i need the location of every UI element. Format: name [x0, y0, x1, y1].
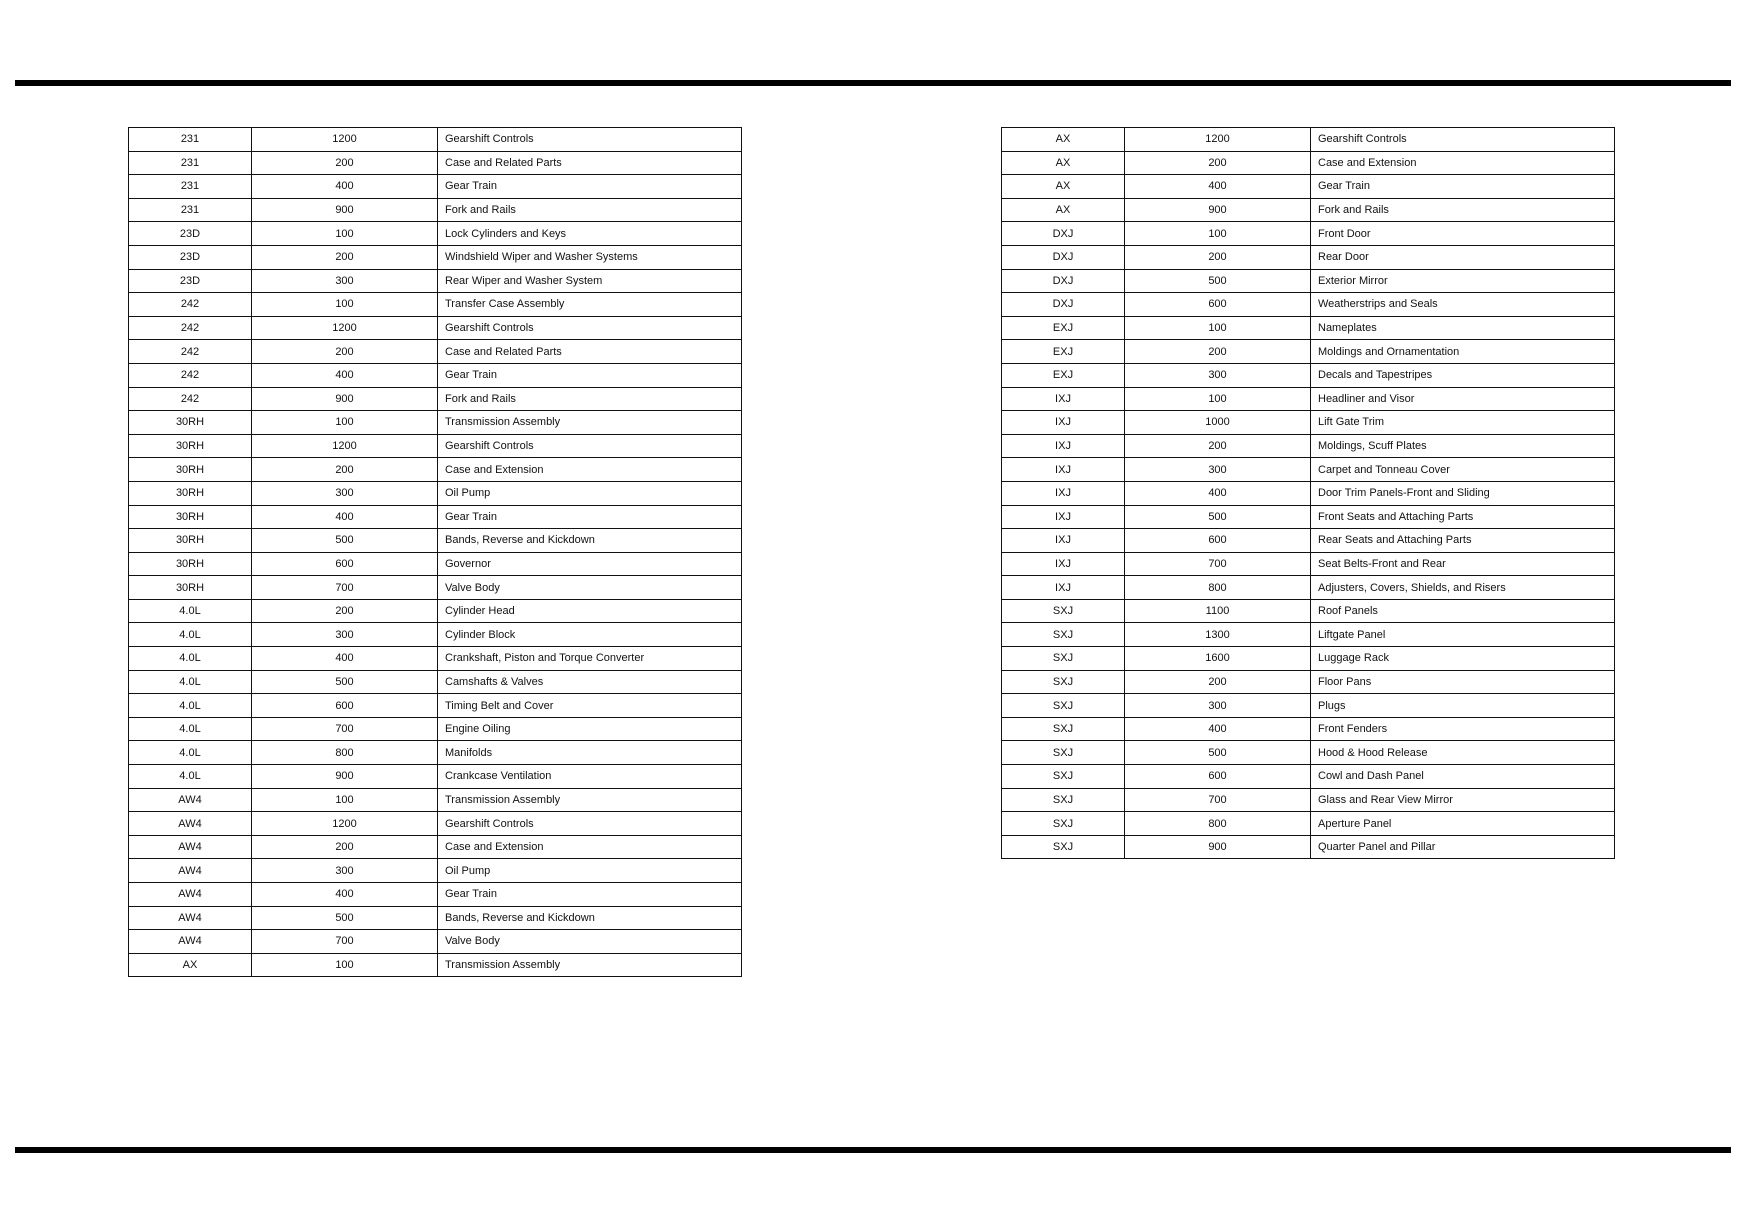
section-number: 600 [252, 694, 438, 718]
section-title: Engine Oiling [438, 717, 742, 741]
section-title: Gear Train [438, 363, 742, 387]
section-number: 400 [252, 883, 438, 907]
group-code: 23D [129, 245, 252, 269]
group-code: IXJ [1002, 387, 1125, 411]
table-row [1002, 293, 1615, 317]
group-code: 4.0L [129, 717, 252, 741]
section-number: 1200 [252, 128, 438, 152]
table-row [1002, 222, 1615, 246]
table-row [129, 930, 742, 954]
table-row [1002, 363, 1615, 387]
table-row [1002, 269, 1615, 293]
table-row [1002, 670, 1615, 694]
table-row [1002, 529, 1615, 553]
group-code: EXJ [1002, 340, 1125, 364]
section-number: 500 [1125, 269, 1311, 293]
group-code: 231 [129, 151, 252, 175]
group-code: IXJ [1002, 576, 1125, 600]
section-number: 100 [1125, 316, 1311, 340]
table-row [129, 883, 742, 907]
table-row [129, 717, 742, 741]
section-title: Aperture Panel [1311, 812, 1615, 836]
section-title: Fork and Rails [438, 387, 742, 411]
group-code: 23D [129, 269, 252, 293]
section-number: 100 [252, 222, 438, 246]
left-index-table [128, 127, 742, 977]
table-row [129, 245, 742, 269]
section-number: 900 [1125, 198, 1311, 222]
section-number: 200 [1125, 670, 1311, 694]
section-number: 500 [1125, 505, 1311, 529]
group-code: 4.0L [129, 599, 252, 623]
table-row [129, 906, 742, 930]
group-code: SXJ [1002, 694, 1125, 718]
group-code: SXJ [1002, 623, 1125, 647]
table-row [1002, 812, 1615, 836]
section-number: 300 [1125, 363, 1311, 387]
table-row [129, 599, 742, 623]
section-number: 300 [252, 269, 438, 293]
section-number: 700 [252, 930, 438, 954]
section-title: Gearshift Controls [1311, 128, 1615, 152]
section-title: Cylinder Block [438, 623, 742, 647]
table-row [1002, 411, 1615, 435]
group-code: 231 [129, 128, 252, 152]
section-title: Floor Pans [1311, 670, 1615, 694]
section-number: 300 [252, 859, 438, 883]
section-title: Gearshift Controls [438, 128, 742, 152]
table-row [1002, 717, 1615, 741]
group-code: DXJ [1002, 293, 1125, 317]
section-title: Lift Gate Trim [1311, 411, 1615, 435]
section-title: Rear Seats and Attaching Parts [1311, 529, 1615, 553]
group-code: DXJ [1002, 222, 1125, 246]
group-code: 231 [129, 198, 252, 222]
group-code: AX [129, 953, 252, 977]
section-number: 400 [252, 647, 438, 671]
section-title: Seat Belts-Front and Rear [1311, 552, 1615, 576]
group-code: 4.0L [129, 670, 252, 694]
group-code: IXJ [1002, 481, 1125, 505]
table-row [129, 151, 742, 175]
group-code: 30RH [129, 505, 252, 529]
table-row [1002, 458, 1615, 482]
section-number: 1000 [1125, 411, 1311, 435]
section-title: Case and Related Parts [438, 151, 742, 175]
section-title: Door Trim Panels-Front and Sliding [1311, 481, 1615, 505]
section-number: 100 [252, 788, 438, 812]
table-row [129, 411, 742, 435]
section-number: 600 [252, 552, 438, 576]
section-title: Gear Train [1311, 175, 1615, 199]
section-number: 600 [1125, 765, 1311, 789]
section-number: 800 [252, 741, 438, 765]
group-code: AX [1002, 198, 1125, 222]
table-row [129, 458, 742, 482]
table-row [1002, 623, 1615, 647]
section-title: Governor [438, 552, 742, 576]
table-row [129, 222, 742, 246]
table-row [129, 198, 742, 222]
section-title: Gearshift Controls [438, 812, 742, 836]
section-number: 400 [252, 363, 438, 387]
group-code: IXJ [1002, 505, 1125, 529]
table-row [129, 387, 742, 411]
section-title: Case and Extension [438, 458, 742, 482]
section-title: Liftgate Panel [1311, 623, 1615, 647]
table-row [1002, 765, 1615, 789]
section-number: 200 [1125, 151, 1311, 175]
section-title: Lock Cylinders and Keys [438, 222, 742, 246]
group-code: 30RH [129, 552, 252, 576]
section-title: Case and Extension [1311, 151, 1615, 175]
section-number: 500 [252, 906, 438, 930]
table-row [129, 623, 742, 647]
section-number: 600 [1125, 529, 1311, 553]
section-number: 100 [252, 293, 438, 317]
right-index-table [1001, 127, 1615, 859]
section-number: 900 [252, 765, 438, 789]
group-code: AW4 [129, 930, 252, 954]
group-code: DXJ [1002, 269, 1125, 293]
section-number: 100 [1125, 222, 1311, 246]
section-number: 700 [1125, 552, 1311, 576]
section-title: Transmission Assembly [438, 953, 742, 977]
table-row [129, 175, 742, 199]
table-row [129, 269, 742, 293]
group-code: 4.0L [129, 741, 252, 765]
table-row [1002, 576, 1615, 600]
group-code: IXJ [1002, 552, 1125, 576]
section-title: Hood & Hood Release [1311, 741, 1615, 765]
section-title: Transmission Assembly [438, 411, 742, 435]
table-row [1002, 647, 1615, 671]
group-code: 231 [129, 175, 252, 199]
table-row [1002, 788, 1615, 812]
section-title: Valve Body [438, 576, 742, 600]
table-row [129, 340, 742, 364]
section-number: 400 [1125, 481, 1311, 505]
group-code: AW4 [129, 788, 252, 812]
section-title: Nameplates [1311, 316, 1615, 340]
group-code: SXJ [1002, 765, 1125, 789]
table-row [1002, 835, 1615, 859]
group-code: 4.0L [129, 647, 252, 671]
section-number: 1300 [1125, 623, 1311, 647]
section-number: 400 [252, 175, 438, 199]
table-row [129, 293, 742, 317]
table-row [129, 576, 742, 600]
group-code: AX [1002, 128, 1125, 152]
section-title: Glass and Rear View Mirror [1311, 788, 1615, 812]
section-number: 500 [252, 529, 438, 553]
table-row [1002, 552, 1615, 576]
section-number: 500 [1125, 741, 1311, 765]
table-row [129, 316, 742, 340]
table-row [129, 670, 742, 694]
table-row [1002, 340, 1615, 364]
section-number: 200 [1125, 340, 1311, 364]
section-title: Crankshaft, Piston and Torque Converter [438, 647, 742, 671]
section-title: Cylinder Head [438, 599, 742, 623]
section-number: 300 [1125, 694, 1311, 718]
group-code: AW4 [129, 835, 252, 859]
section-title: Moldings and Ornamentation [1311, 340, 1615, 364]
section-number: 700 [252, 576, 438, 600]
group-code: 242 [129, 340, 252, 364]
section-number: 1200 [1125, 128, 1311, 152]
table-row [129, 505, 742, 529]
group-code: 30RH [129, 576, 252, 600]
group-code: IXJ [1002, 434, 1125, 458]
section-number: 1600 [1125, 647, 1311, 671]
section-number: 900 [1125, 835, 1311, 859]
table-row [129, 552, 742, 576]
section-number: 1100 [1125, 599, 1311, 623]
section-title: Front Door [1311, 222, 1615, 246]
top-rule [15, 80, 1731, 86]
section-title: Headliner and Visor [1311, 387, 1615, 411]
group-code: SXJ [1002, 717, 1125, 741]
section-title: Oil Pump [438, 481, 742, 505]
table-row [1002, 198, 1615, 222]
group-code: 242 [129, 363, 252, 387]
group-code: SXJ [1002, 670, 1125, 694]
section-title: Bands, Reverse and Kickdown [438, 906, 742, 930]
section-title: Moldings, Scuff Plates [1311, 434, 1615, 458]
section-number: 200 [252, 835, 438, 859]
bottom-rule [15, 1147, 1731, 1153]
section-number: 100 [252, 411, 438, 435]
table-row [1002, 128, 1615, 152]
section-title: Gearshift Controls [438, 316, 742, 340]
group-code: SXJ [1002, 599, 1125, 623]
section-number: 200 [252, 340, 438, 364]
section-number: 1200 [252, 812, 438, 836]
section-number: 600 [1125, 293, 1311, 317]
section-title: Camshafts & Valves [438, 670, 742, 694]
section-title: Gear Train [438, 505, 742, 529]
group-code: AX [1002, 175, 1125, 199]
section-title: Quarter Panel and Pillar [1311, 835, 1615, 859]
group-code: DXJ [1002, 245, 1125, 269]
table-row [129, 363, 742, 387]
section-title: Adjusters, Covers, Shields, and Risers [1311, 576, 1615, 600]
section-title: Exterior Mirror [1311, 269, 1615, 293]
section-title: Gear Train [438, 883, 742, 907]
section-title: Front Seats and Attaching Parts [1311, 505, 1615, 529]
table-row [129, 647, 742, 671]
table-row [129, 128, 742, 152]
section-number: 400 [1125, 175, 1311, 199]
section-title: Bands, Reverse and Kickdown [438, 529, 742, 553]
section-title: Case and Related Parts [438, 340, 742, 364]
section-title: Cowl and Dash Panel [1311, 765, 1615, 789]
section-title: Valve Body [438, 930, 742, 954]
section-title: Carpet and Tonneau Cover [1311, 458, 1615, 482]
table-row [1002, 481, 1615, 505]
section-number: 800 [1125, 812, 1311, 836]
section-title: Weatherstrips and Seals [1311, 293, 1615, 317]
section-title: Case and Extension [438, 835, 742, 859]
group-code: SXJ [1002, 812, 1125, 836]
group-code: IXJ [1002, 458, 1125, 482]
section-title: Gearshift Controls [438, 434, 742, 458]
table-row [129, 953, 742, 977]
section-title: Rear Door [1311, 245, 1615, 269]
group-code: AW4 [129, 812, 252, 836]
section-title: Fork and Rails [1311, 198, 1615, 222]
group-code: 242 [129, 293, 252, 317]
table-row [129, 765, 742, 789]
group-code: 30RH [129, 529, 252, 553]
section-title: Rear Wiper and Washer System [438, 269, 742, 293]
section-number: 300 [1125, 458, 1311, 482]
group-code: SXJ [1002, 741, 1125, 765]
section-title: Decals and Tapestripes [1311, 363, 1615, 387]
section-title: Front Fenders [1311, 717, 1615, 741]
section-number: 200 [1125, 434, 1311, 458]
section-number: 100 [1125, 387, 1311, 411]
group-code: 30RH [129, 458, 252, 482]
table-row [129, 529, 742, 553]
section-number: 800 [1125, 576, 1311, 600]
table-row [1002, 316, 1615, 340]
section-number: 400 [1125, 717, 1311, 741]
group-code: AW4 [129, 883, 252, 907]
table-row [129, 835, 742, 859]
section-number: 200 [252, 599, 438, 623]
section-title: Luggage Rack [1311, 647, 1615, 671]
table-row [1002, 694, 1615, 718]
table-row [129, 859, 742, 883]
group-code: AW4 [129, 906, 252, 930]
section-number: 700 [252, 717, 438, 741]
section-title: Fork and Rails [438, 198, 742, 222]
section-title: Manifolds [438, 741, 742, 765]
table-row [1002, 505, 1615, 529]
section-title: Transmission Assembly [438, 788, 742, 812]
section-title: Transfer Case Assembly [438, 293, 742, 317]
section-number: 200 [252, 245, 438, 269]
table-row [129, 694, 742, 718]
table-row [129, 788, 742, 812]
table-row [1002, 741, 1615, 765]
section-title: Roof Panels [1311, 599, 1615, 623]
group-code: AW4 [129, 859, 252, 883]
section-title: Oil Pump [438, 859, 742, 883]
group-code: 4.0L [129, 765, 252, 789]
table-row [1002, 245, 1615, 269]
group-code: EXJ [1002, 316, 1125, 340]
group-code: SXJ [1002, 647, 1125, 671]
section-number: 300 [252, 623, 438, 647]
section-title: Plugs [1311, 694, 1615, 718]
section-number: 500 [252, 670, 438, 694]
group-code: 30RH [129, 411, 252, 435]
section-number: 200 [252, 458, 438, 482]
group-code: AX [1002, 151, 1125, 175]
section-number: 700 [1125, 788, 1311, 812]
section-number: 200 [252, 151, 438, 175]
group-code: 4.0L [129, 623, 252, 647]
section-number: 300 [252, 481, 438, 505]
table-row [1002, 151, 1615, 175]
table-row [129, 741, 742, 765]
group-code: IXJ [1002, 411, 1125, 435]
group-code: SXJ [1002, 835, 1125, 859]
section-title: Windshield Wiper and Washer Systems [438, 245, 742, 269]
section-number: 200 [1125, 245, 1311, 269]
table-row [1002, 175, 1615, 199]
group-code: IXJ [1002, 529, 1125, 553]
group-code: 30RH [129, 481, 252, 505]
table-row [129, 434, 742, 458]
table-row [1002, 434, 1615, 458]
table-row [1002, 599, 1615, 623]
section-title: Gear Train [438, 175, 742, 199]
group-code: 4.0L [129, 694, 252, 718]
section-number: 900 [252, 387, 438, 411]
group-code: 30RH [129, 434, 252, 458]
section-number: 400 [252, 505, 438, 529]
section-number: 900 [252, 198, 438, 222]
table-row [1002, 387, 1615, 411]
section-title: Crankcase Ventilation [438, 765, 742, 789]
group-code: SXJ [1002, 788, 1125, 812]
section-number: 100 [252, 953, 438, 977]
table-row [129, 481, 742, 505]
group-code: 242 [129, 316, 252, 340]
section-number: 1200 [252, 316, 438, 340]
group-code: EXJ [1002, 363, 1125, 387]
group-code: 242 [129, 387, 252, 411]
section-title: Timing Belt and Cover [438, 694, 742, 718]
section-number: 1200 [252, 434, 438, 458]
group-code: 23D [129, 222, 252, 246]
table-row [129, 812, 742, 836]
